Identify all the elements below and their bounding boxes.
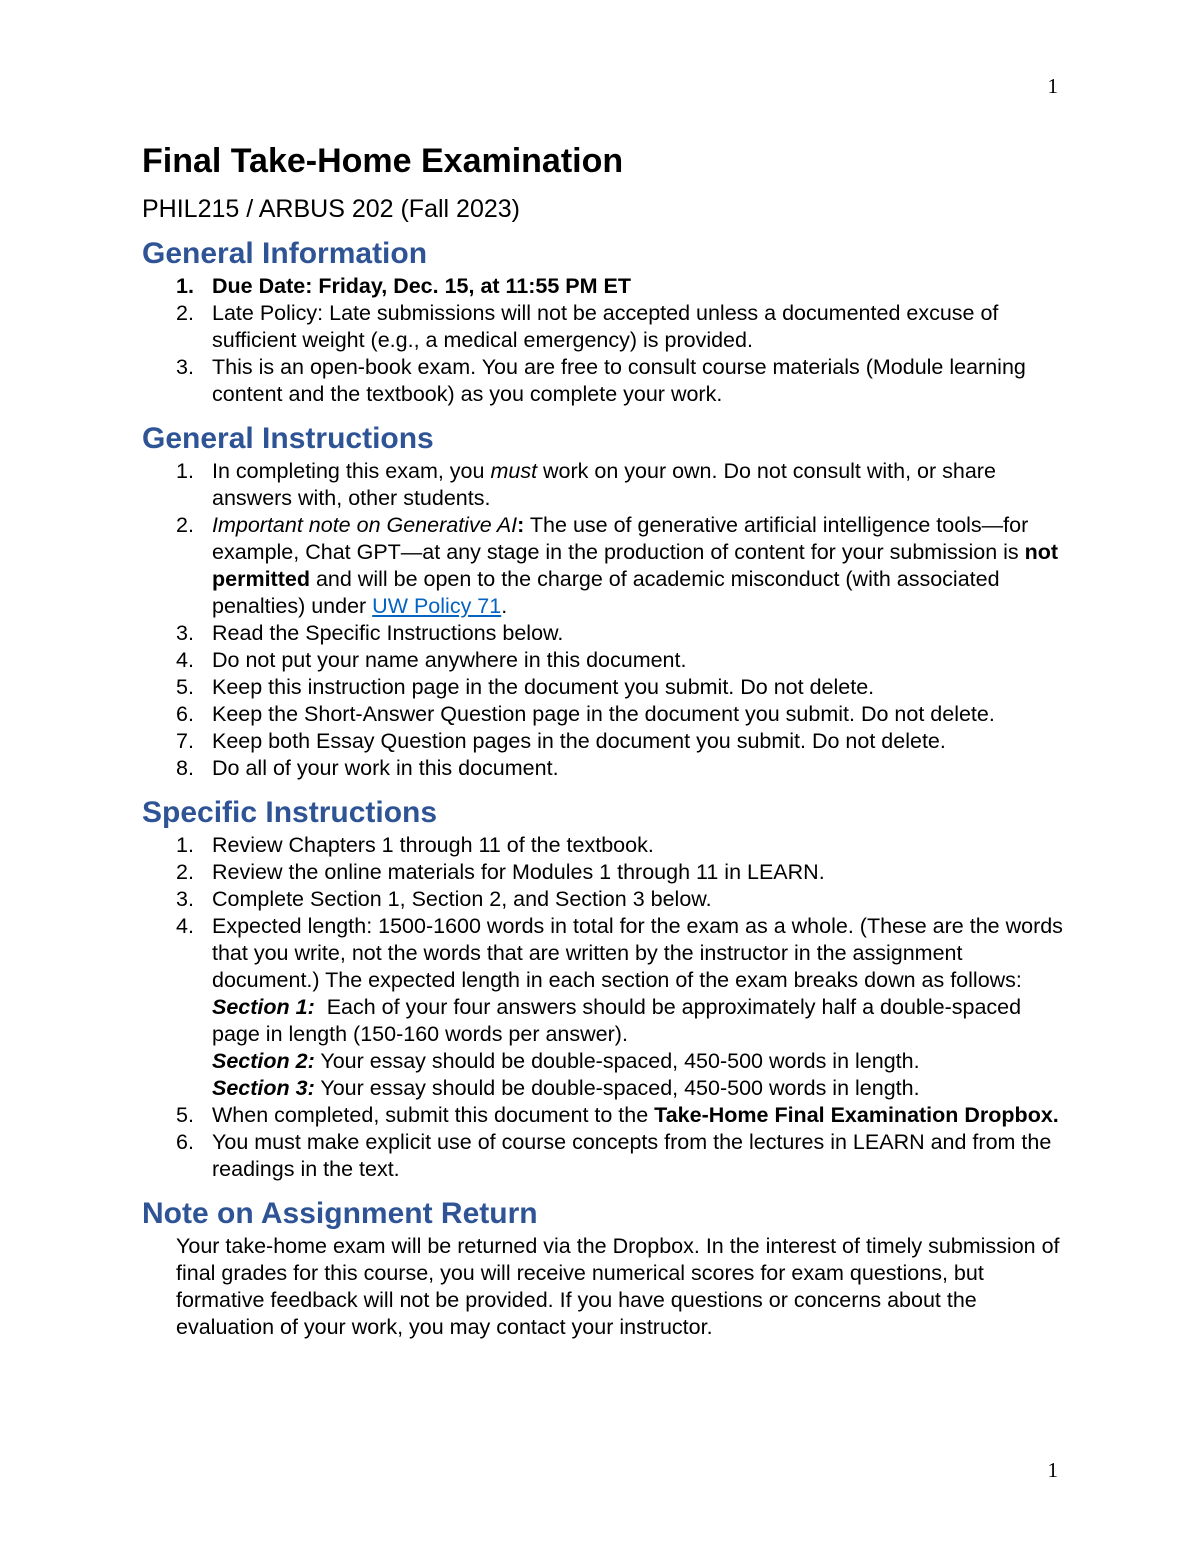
section-2-length: [212, 1048, 1072, 1075]
instruction-text: Keep the Short-Answer Question page in the document you submit. Do not delete.: [212, 702, 995, 726]
note-on-return-heading: Note on Assignment Return: [142, 1197, 538, 1230]
general-instructions-list: [142, 458, 1072, 782]
list-item: [142, 273, 1072, 300]
section-2-label: Section 2:: [212, 1049, 315, 1073]
instruction-text: Do all of your work in this document.: [212, 756, 559, 780]
list-number: 8.: [176, 756, 194, 780]
emphasis-text: must: [490, 459, 538, 483]
list-item: [142, 354, 1072, 408]
document-body: [142, 138, 1072, 1341]
instruction-text: Do not put your name anywhere in this document.: [212, 648, 687, 672]
list-item: [142, 886, 1072, 913]
instruction-text: Keep both Essay Question pages in the document you submit. Do not delete.: [212, 729, 946, 753]
ai-note-label: Important note on Generative AI: [212, 513, 518, 537]
list-number: 6.: [176, 1130, 194, 1154]
open-book-text: This is an open-book exam. You are free to consult course materials (Module learning content and the textbook) as you complete your work.: [212, 355, 1026, 406]
list-item: [142, 300, 1072, 354]
page-title: Final Take-Home Examination: [142, 142, 624, 180]
list-item: [142, 755, 1072, 782]
footer-page-number: 1: [1047, 1458, 1058, 1482]
list-number: 5.: [176, 675, 194, 699]
dropbox-name: Take-Home Final Examination Dropbox.: [654, 1103, 1059, 1127]
instruction-text: Read the Specific Instructions below.: [212, 621, 564, 645]
instruction-text: The use of generative artificial intelligence tools—for example, Chat GPT—at any stage in the production of content for your submission is: [212, 513, 1029, 564]
list-number: 7.: [176, 729, 194, 753]
list-number: 2.: [176, 860, 194, 884]
list-item: [142, 674, 1072, 701]
list-number: 6.: [176, 702, 194, 726]
section-1-text: Each of your four answers should be approximately half a double-spaced page in length (150-160 words per answer).: [212, 995, 1028, 1046]
instruction-text: Review Chapters 1 through 11 of the textbook.: [212, 833, 654, 857]
instruction-text: Review the online materials for Modules 1 through 11 in LEARN.: [212, 860, 825, 884]
list-number: 3.: [176, 355, 194, 379]
uw-policy-link[interactable]: UW Policy 71: [372, 594, 502, 618]
instruction-text: Keep this instruction page in the document you submit. Do not delete.: [212, 675, 875, 699]
list-number: 4.: [176, 648, 194, 672]
specific-instructions-list: [142, 832, 1072, 1183]
general-information-heading: General Information: [142, 237, 428, 270]
list-item: [142, 620, 1072, 647]
instruction-text: .: [501, 594, 508, 618]
section-3-length: [212, 1075, 1072, 1102]
list-item: [142, 701, 1072, 728]
section-1-label: Section 1:: [212, 995, 315, 1019]
list-item: [142, 1129, 1072, 1183]
section-3-text: Your essay should be double-spaced, 450-500 words in length.: [314, 1076, 920, 1100]
specific-instructions-heading: Specific Instructions: [142, 796, 438, 829]
list-item: [142, 647, 1072, 674]
section-3-label: Section 3:: [212, 1076, 315, 1100]
late-policy-text: Late Policy: Late submissions will not be accepted unless a documented excuse of sufficient weight (e.g., a medical emergency) is provided.: [212, 301, 999, 352]
list-number: 3.: [176, 621, 194, 645]
list-item: [142, 832, 1072, 859]
list-item: [142, 913, 1072, 1102]
list-item: [142, 728, 1072, 755]
list-number: 2.: [176, 513, 194, 537]
instruction-text: Complete Section 1, Section 2, and Section 3 below.: [212, 887, 712, 911]
header-page-number: 1: [1047, 74, 1058, 98]
instruction-text: You must make explicit use of course concepts from the lectures in LEARN and from the readings in the text.: [212, 1130, 1052, 1181]
list-item: [142, 1102, 1072, 1129]
instruction-text: and will be open to the charge of academic misconduct (with associated penalties) under: [212, 567, 1000, 618]
general-instructions-heading: General Instructions: [142, 422, 434, 455]
note-on-return-text: Your take-home exam will be returned via the Dropbox. In the interest of timely submission of final grades for this course, you will receive numerical scores for exam questions, but formative feedback will not be provided. If you have questions or concerns about the evaluation of your work, you may contact your instructor.: [176, 1234, 1060, 1339]
list-number: 2.: [176, 301, 194, 325]
list-number: 1.: [176, 833, 194, 857]
instruction-text: In completing this exam, you: [212, 459, 491, 483]
course-subtitle: PHIL215 / ARBUS 202 (Fall 2023): [142, 195, 520, 223]
list-item: [142, 512, 1072, 620]
section-2-text: Your essay should be double-spaced, 450-500 words in length.: [314, 1049, 920, 1073]
list-number: 1.: [176, 459, 194, 483]
list-item: [142, 859, 1072, 886]
section-1-length: [212, 994, 1072, 1048]
list-number: 3.: [176, 887, 194, 911]
not-permitted-text: not permitted: [212, 540, 1059, 591]
list-number: 1.: [176, 274, 194, 298]
list-number: 5.: [176, 1103, 194, 1127]
list-item: [142, 458, 1072, 512]
general-information-list: [142, 273, 1072, 408]
instruction-text: work on your own. Do not consult with, or share answers with, other students.: [212, 459, 996, 510]
due-date-text: Due Date: Friday, Dec. 15, at 11:55 PM ET: [212, 274, 632, 298]
ai-note-colon: :: [517, 513, 525, 537]
list-number: 4.: [176, 914, 194, 938]
instruction-text: When completed, submit this document to the: [212, 1103, 655, 1127]
expected-length-text: Expected length: 1500-1600 words in total for the exam as a whole. (These are the words that you write, not the words that are written by the instructor in the assignment document.) The expected length in each section of the exam breaks down as follows:: [212, 914, 1063, 992]
